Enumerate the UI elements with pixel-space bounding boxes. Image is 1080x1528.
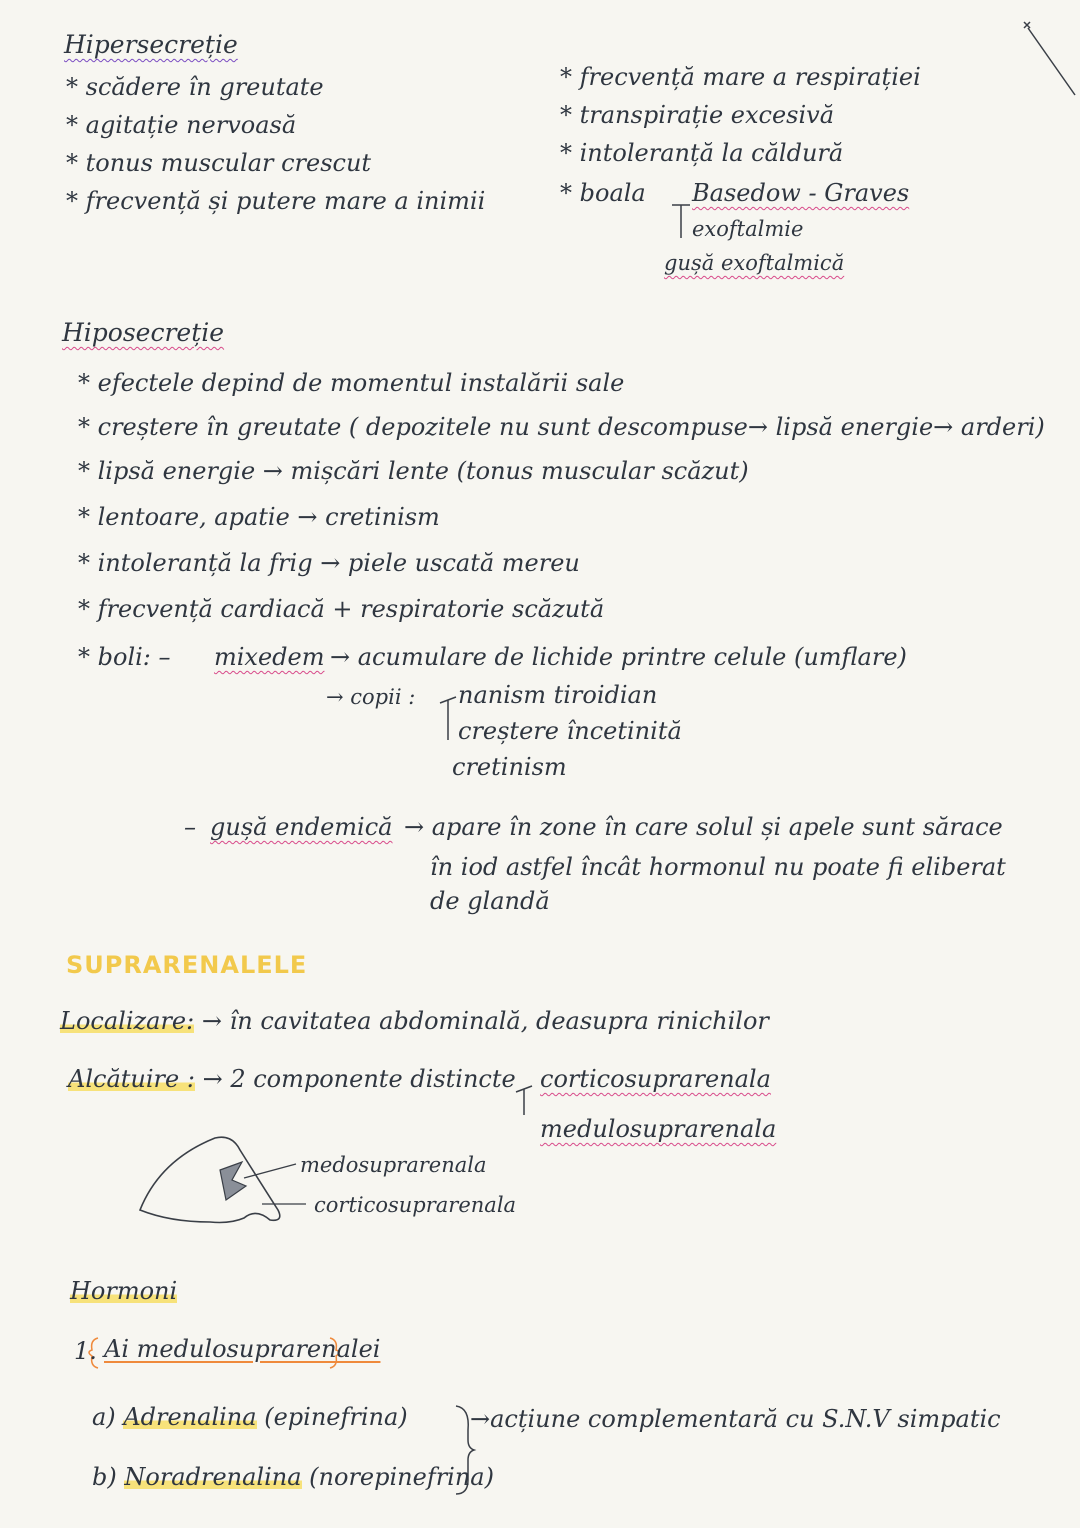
hypo-diseases-label: * boli: – xyxy=(78,643,171,671)
hypo-mixedem: mixedem xyxy=(214,643,325,671)
structure-label: Alcătuire : xyxy=(68,1065,195,1093)
hyper-item-1: * scădere în greutate xyxy=(66,73,324,101)
hypo-child-item-2: creștere încetinită xyxy=(458,717,682,745)
hyper-item-3: * tonus muscular crescut xyxy=(66,149,372,177)
localization-text: → în cavitatea abdominală, deasupra rinichilor xyxy=(201,1007,769,1035)
hypo-mixedem-desc: → acumulare de lichide printre celule (umflare) xyxy=(330,643,907,671)
hypo-item-1: * efectele depind de momentul instalării sale xyxy=(78,369,625,397)
hypo-endemic-desc-1: → apare în zone în care solul și apele sunt sărace xyxy=(404,813,1003,841)
hypo-endemic-desc-3: de glandă xyxy=(430,887,550,915)
diagram-label-cortex: corticosuprarenala xyxy=(314,1193,517,1217)
group1-title: Ai medulosuprarenalei xyxy=(104,1335,381,1363)
adrenal-gland-diagram xyxy=(140,1137,306,1222)
structure-text: → 2 componente distincte xyxy=(202,1065,516,1093)
hypo-endemic-desc-2: în iod astfel încât hormonul nu poate fi eliberat xyxy=(430,853,1006,881)
hypo-child-item-1: nanism tiroidian xyxy=(458,681,658,709)
pen-mark-dot xyxy=(1024,22,1030,28)
bracket-basedow xyxy=(672,205,690,238)
hypo-item-5: * intoleranță la frig → piele uscată mereu xyxy=(78,549,580,577)
gland-line-med xyxy=(244,1164,296,1178)
bracket-components xyxy=(516,1086,532,1115)
bracket-children xyxy=(440,697,456,740)
hormone-b-wrap xyxy=(92,1462,494,1492)
hypo-endemic-prefix: – xyxy=(184,813,196,841)
hormone-a: Adrenalina xyxy=(123,1403,257,1431)
hormone-b-alt: (norepinefrina) xyxy=(309,1463,494,1491)
hypo-item-6: * frecvență cardiacă + respiratorie scăzută xyxy=(78,595,605,623)
hyper-right-item-1: * frecvență mare a respirației xyxy=(560,63,921,91)
hormone-action: →acțiune complementară cu S.N.V simpatic xyxy=(470,1405,1001,1433)
hypo-item-3: * lipsă energie → mișcări lente (tonus muscular scăzut) xyxy=(78,457,749,485)
adrenals-title: SUPRARENALELE xyxy=(66,951,308,979)
pen-mark-stroke xyxy=(1028,28,1075,95)
localization-label-wrap xyxy=(60,1006,769,1036)
hormone-b: Noradrenalina xyxy=(124,1463,302,1491)
hyper-right-item-3: * intoleranță la căldură xyxy=(560,139,844,167)
hormones-heading: Hormoni xyxy=(70,1277,178,1305)
hypo-item-2: * creștere în greutate ( depozitele nu sunt descompuse→ lipsă energie→ arderi) xyxy=(78,413,1045,441)
hyper-item-2: * agitație nervoasă xyxy=(66,111,297,139)
hypersecretion-heading: Hipersecreție xyxy=(64,30,238,59)
localization-label: Localizare: xyxy=(60,1007,195,1035)
diagram-label-medulla: medosuprarenala xyxy=(300,1153,487,1177)
gland-medulla xyxy=(220,1162,246,1200)
structure-wrap xyxy=(68,1064,516,1094)
hormone-a-wrap xyxy=(92,1402,408,1432)
hormones-heading-wrap xyxy=(70,1276,177,1306)
component-1: corticosuprarenala xyxy=(540,1065,771,1093)
hormone-b-letter: b) xyxy=(92,1463,117,1491)
hyper-disease-alt2: gușă exoftalmică xyxy=(664,251,845,275)
hyper-right-item-2: * transpirație excesivă xyxy=(560,101,835,129)
hormone-a-alt: (epinefrina) xyxy=(264,1403,408,1431)
hormone-a-letter: a) xyxy=(92,1403,116,1431)
hyper-disease-prefix: * boala xyxy=(560,179,646,207)
hyposecretion-heading: Hiposecreție xyxy=(62,318,225,347)
hyper-disease-alt1: exoftalmie xyxy=(692,217,804,241)
component-2: medulosuprarenala xyxy=(540,1115,777,1143)
hypo-endemic: gușă endemică xyxy=(210,813,393,841)
gland-outline xyxy=(140,1137,280,1222)
hypo-children-label: → copii : xyxy=(326,685,416,709)
group1-number: 1. xyxy=(74,1337,97,1365)
hyper-item-4: * frecvență și putere mare a inimii xyxy=(66,187,486,215)
hypo-child-item-3: cretinism xyxy=(452,753,567,781)
hypo-item-4: * lentoare, apatie → cretinism xyxy=(78,503,440,531)
hyper-disease-name: Basedow - Graves xyxy=(692,179,910,207)
